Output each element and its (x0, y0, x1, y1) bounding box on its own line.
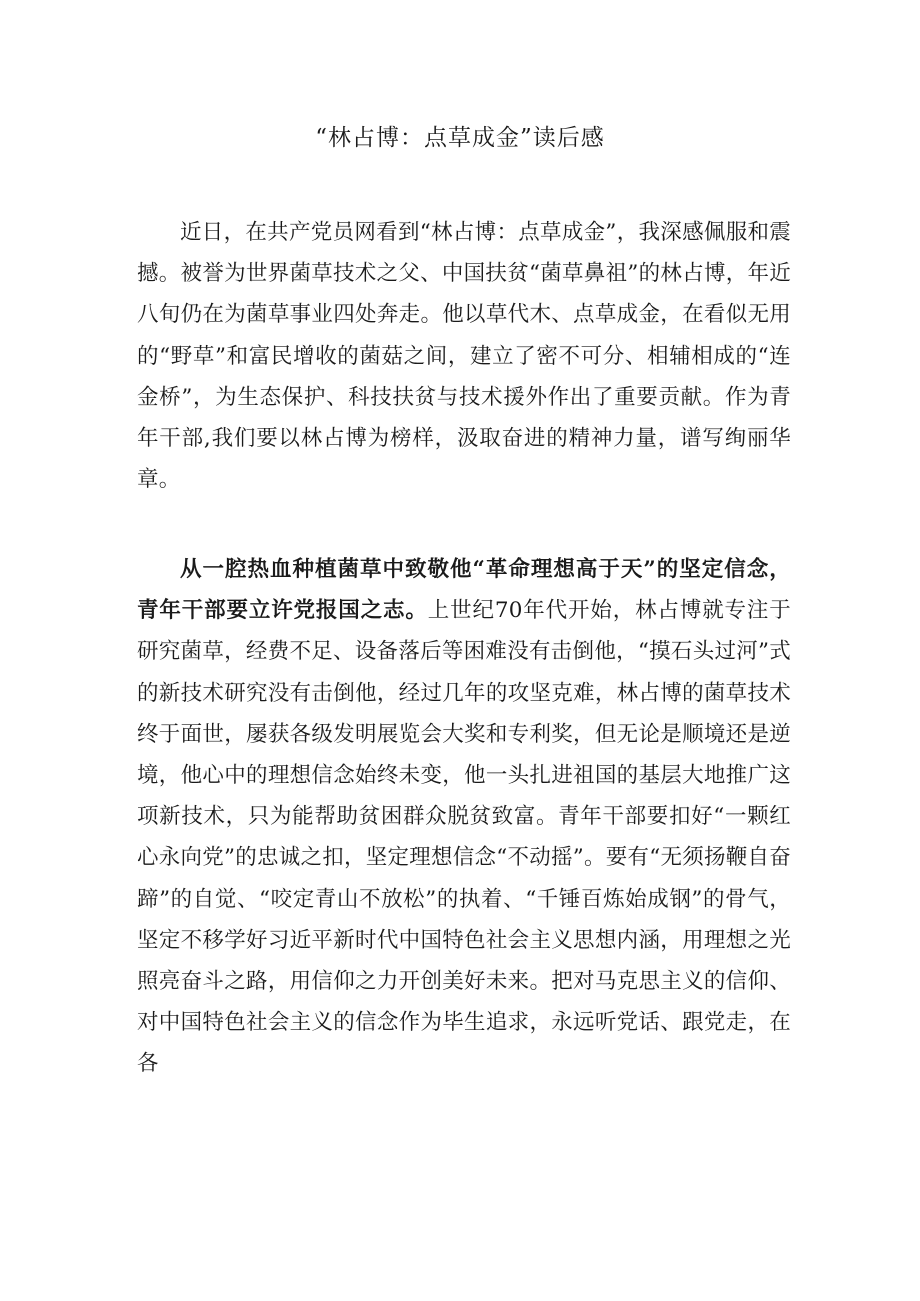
paragraph-intro-text: 近日，在共产党员网看到“林占博：点草成金”，我深感佩服和震撼。被誉为世界菌草技术之父、中国扶贫“菌草鼻祖”的林占博，年近八旬仍在为菌草事业四处奔走。他以草代木、点草成金，在看似无用的“野草”和富民增收的菌菇之间，建立了密不可分、相辅相成的“连金桥”，为生态保护、科技扶贫与技术援外作出了重要贡献。作为青年干部,我们要以林占博为榜样，汲取奋进的精神力量，谱写绚丽华章。 (137, 220, 791, 493)
paragraph-ideals (137, 549, 791, 1085)
paragraph-intro (137, 212, 791, 500)
document-title: “林占博：点草成金”读后感 (315, 125, 605, 151)
paragraph-ideals-text: 上世纪70年代开始，林占博就专注于研究菌草，经费不足、设备落后等困难没有击倒他，“摸石头过河”式的新技术研究没有击倒他，经过几年的攻坚克难，林占博的菌草技术终于面世，屡获各级发明展览会大奖和专利奖，但无论是顺境还是逆境，他心中的理想信念始终未变，他一头扎进祖国的基层大地推广这项新技术，只为能帮助贫困群众脱贫致富。青年干部要扣好“一颗红心永向党”的忠诚之扣，坚定理想信念“不动摇”。要有“无须扬鞭自奋蹄”的自觉、“咬定青山不放松”的执着、“千锤百炼始成钢”的骨气，坚定不移学好习近平新时代中国特色社会主义思想内涵，用理想之光照亮奋斗之路，用信仰之力开创美好未来。把对马克思主义的信仰、对中国特色社会主义的信念作为毕生追求，永远听党话、跟党走，在各 (137, 598, 791, 1077)
paragraph-ideals-lead: 从一腔热血种植菌草中致敬他“革命理想高于天”的坚定信念，青年干部要立许党报国之志。 (137, 557, 791, 624)
